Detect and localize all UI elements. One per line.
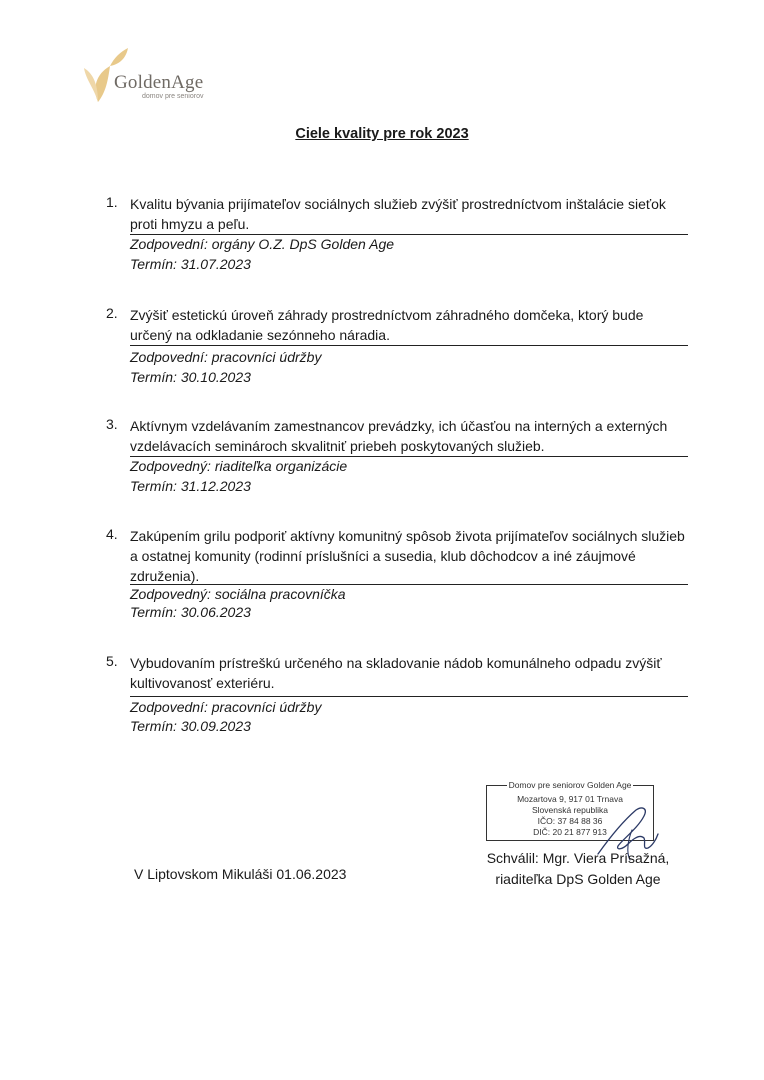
goal-number: 3. [106,416,118,432]
goal-responsible: Zodpovedný: riaditeľka organizácie [130,458,348,474]
goal-deadline: Termín: 30.09.2023 [130,718,251,734]
goal-text: Vybudovaním prístreškú určeného na skladovanie nádob komunálneho odpadu zvýšiť kultivovanosť exteriéru. [130,655,662,691]
goal-item [106,416,688,496]
goal-item [106,305,688,385]
goal-item [106,653,688,733]
approved-role: riaditeľka DpS Golden Age [495,871,661,887]
place-date: V Liptovskom Mikuláši 01.06.2023 [134,866,347,882]
goal-responsible: Zodpovední: orgány O.Z. DpS Golden Age [130,236,395,252]
goal-item [106,194,688,274]
goal-deadline: Termín: 30.10.2023 [130,369,251,385]
goal-divider [130,345,688,346]
goal-text: Zvýšiť estetickú úroveň záhrady prostredníctvom záhradného domčeka, ktorý bude určený na odkladanie sezónneho náradia. [130,307,644,343]
goal-number: 5. [106,653,118,669]
goal-responsible: Zodpovedný: sociálna pracovníčka [130,586,346,602]
goal-deadline: Termín: 31.07.2023 [130,256,251,272]
logo [84,44,244,106]
goal-item [106,526,688,626]
stamp-line: DIČ: 20 21 877 913 [533,827,607,837]
approval-block [468,848,688,890]
goal-number: 4. [106,526,118,542]
goal-number: 1. [106,194,118,210]
approved-by: Schválil: Mgr. Viera Prísažná, [486,850,670,866]
stamp-title: Domov pre seniorov Golden Age [508,780,632,790]
goal-text: Kvalitu bývania prijímateľov sociálnych služieb zvýšiť prostredníctvom inštalácie sieťok proti hmyzu a peľu. [130,196,666,232]
goal-responsible: Zodpovední: pracovníci údržby [130,349,322,365]
goal-deadline: Termín: 31.12.2023 [130,478,251,494]
stamp-line: IČO: 37 84 88 36 [537,816,603,826]
goal-text: Aktívnym vzdelávaním zamestnancov prevádzky, ich účasťou na interných a externých vzdelávacích seminároch skvalitniť priebeh poskytovaných služieb. [130,418,668,454]
page-title: Ciele kvality pre rok 2023 [295,126,469,142]
goal-deadline: Termín: 30.06.2023 [130,604,251,620]
logo-name: GoldenAge [114,72,204,93]
stamp-line: Slovenská republika [531,805,609,815]
goal-responsible: Zodpovední: pracovníci údržby [130,699,322,715]
goal-number: 2. [106,305,118,321]
logo-tagline: domov pre seniorov [142,93,204,100]
goal-text: Zakúpením grilu podporiť aktívny komunitný spôsob života prijímateľov sociálnych služieb a ostatnej komunity (rodinní príslušníci a susedia, klub dôchodcov a iné záujmové združenia). [130,528,685,584]
stamp-line: Mozartova 9, 917 01 Trnava [517,794,623,804]
